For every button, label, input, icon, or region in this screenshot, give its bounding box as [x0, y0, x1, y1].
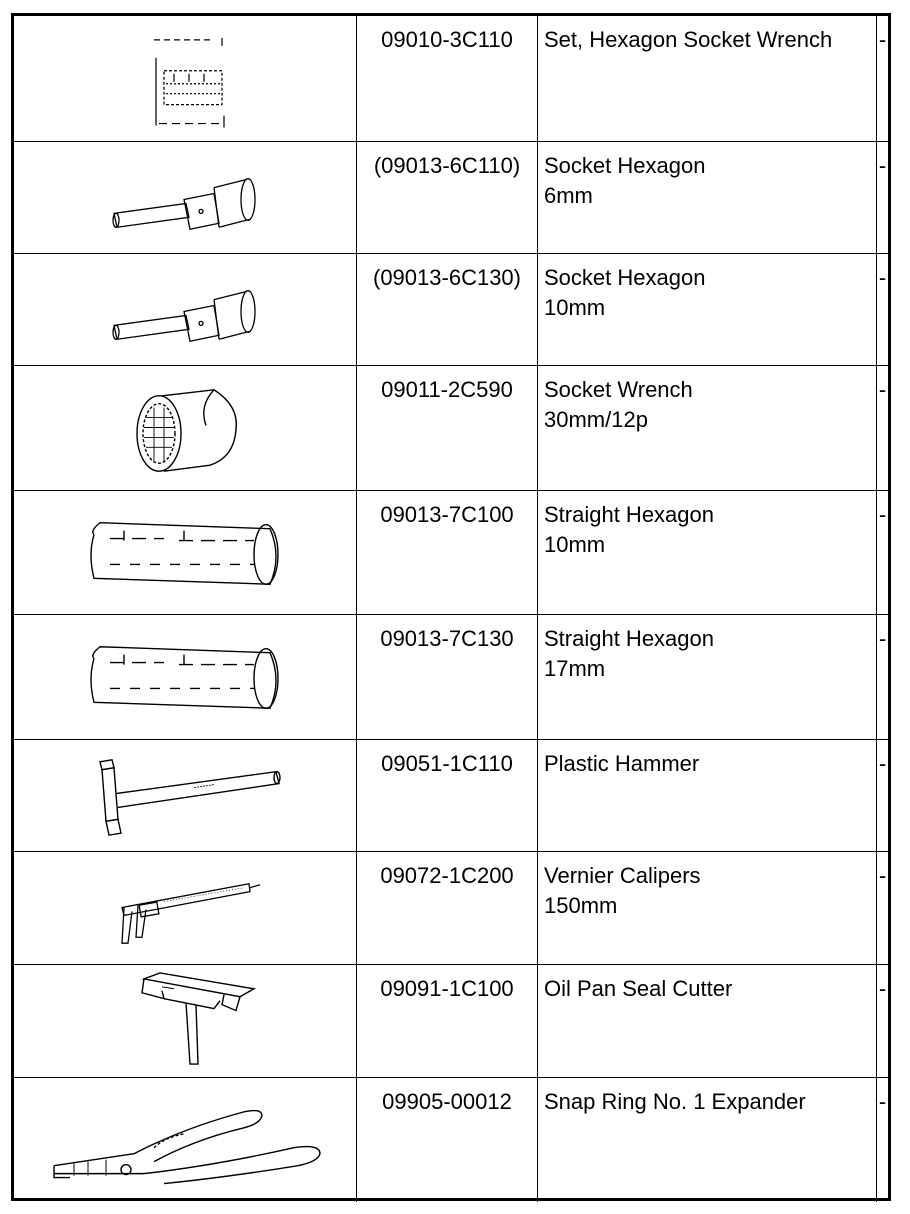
- tool-image-cell: [14, 964, 357, 1077]
- remark: -: [877, 16, 889, 141]
- remark: -: [877, 253, 889, 365]
- tool-image-cell: [14, 141, 357, 253]
- remark: -: [877, 1077, 889, 1202]
- remark: -: [877, 141, 889, 253]
- straight-hexagon-icon: [14, 491, 356, 614]
- table-row: [14, 739, 888, 851]
- special-tools-sheet: [11, 13, 891, 1201]
- special-tools-table: [14, 16, 888, 1202]
- remark: -: [877, 490, 889, 614]
- tool-image-cell: [14, 739, 357, 851]
- table-row: [14, 614, 888, 739]
- tool-image-cell: [14, 16, 357, 141]
- table-row: [14, 365, 888, 490]
- tool-name: Socket Wrench 30mm/12p: [538, 365, 877, 490]
- tool-name: Snap Ring No. 1 Expander: [538, 1077, 877, 1202]
- part-number: 09013-7C130: [357, 614, 538, 739]
- socket-wrench-set-icon: [14, 16, 356, 141]
- part-number: (09013-6C110): [357, 141, 538, 253]
- table-row: [14, 141, 888, 253]
- part-number: (09013-6C130): [357, 253, 538, 365]
- tool-image-cell: [14, 851, 357, 964]
- tool-name: Socket Hexagon 6mm: [538, 141, 877, 253]
- part-number: 09051-1C110: [357, 739, 538, 851]
- remark: -: [877, 964, 889, 1077]
- tool-image-cell: [14, 1077, 357, 1202]
- tool-name: Plastic Hammer: [538, 739, 877, 851]
- remark: -: [877, 851, 889, 964]
- table-row: [14, 16, 888, 141]
- table-row: [14, 964, 888, 1077]
- remark: -: [877, 614, 889, 739]
- table-row: [14, 1077, 888, 1202]
- part-number: 09905-00012: [357, 1077, 538, 1202]
- part-number: 09011-2C590: [357, 365, 538, 490]
- plastic-hammer-icon: [14, 740, 356, 851]
- tool-name: Set, Hexagon Socket Wrench: [538, 16, 877, 141]
- part-number: 09013-7C100: [357, 490, 538, 614]
- table-row: [14, 851, 888, 964]
- tool-name: Socket Hexagon 10mm: [538, 253, 877, 365]
- tool-name: Vernier Calipers 150mm: [538, 851, 877, 964]
- tool-image-cell: [14, 614, 357, 739]
- socket-hexagon-icon: [14, 254, 356, 365]
- remark: -: [877, 365, 889, 490]
- table-row: [14, 253, 888, 365]
- socket-wrench-icon: [14, 366, 356, 490]
- tool-image-cell: [14, 253, 357, 365]
- snap-ring-expander-icon: [14, 1078, 356, 1203]
- tool-name: Oil Pan Seal Cutter: [538, 964, 877, 1077]
- tool-name: Straight Hexagon 10mm: [538, 490, 877, 614]
- table-row: [14, 490, 888, 614]
- part-number: 09072-1C200: [357, 851, 538, 964]
- socket-hexagon-icon: [14, 142, 356, 253]
- tool-image-cell: [14, 365, 357, 490]
- tool-image-cell: [14, 490, 357, 614]
- remark: -: [877, 739, 889, 851]
- part-number: 09010-3C110: [357, 16, 538, 141]
- straight-hexagon-icon: [14, 615, 356, 739]
- part-number: 09091-1C100: [357, 964, 538, 1077]
- vernier-calipers-icon: [14, 852, 356, 964]
- seal-cutter-icon: [14, 965, 356, 1077]
- tool-name: Straight Hexagon 17mm: [538, 614, 877, 739]
